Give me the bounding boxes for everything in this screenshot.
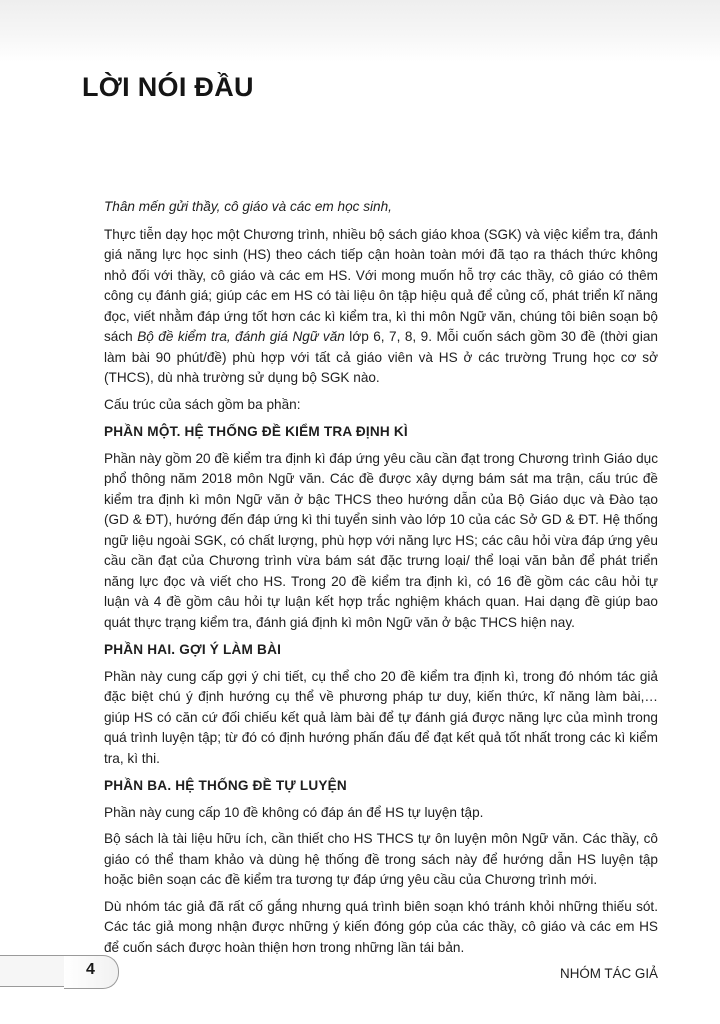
page-number-band — [0, 955, 64, 987]
page-header-band — [0, 0, 720, 62]
salutation: Thân mến gửi thầy, cô giáo và các em học sinh, — [104, 199, 392, 214]
section-text-part-three: Phần này cung cấp 10 đề không có đáp án để HS tự luyện tập. — [104, 804, 484, 820]
section-text-part-two: Phần này cung cấp gợi ý chi tiết, cụ thể cho 20 đề kiểm tra định kì, trong đó nhóm tác giả đặc biệt chú ý định hướng cụ thể về phương pháp tư duy, kiến thức, kĩ năng làm bài,… giúp HS có căn cứ đối chiếu kết quả làm bài để tự đánh giá được năng lực của mình trong quá trình luyện tập; từ đó có định hướng phấn đấu để đạt kết quả tốt nhất trong các kì kiểm tra, kì thi. — [104, 668, 658, 766]
intro-text-part2: lớp 6, 7, 8, 9. Mỗi cuốn sách gồm 30 đề (thời gian làm bài 90 phút/đề) phù hợp với tất cả giáo viên và HS ở các trường Trung học cơ sở (THCS), dù nhà trường sử dụng bộ SGK nào. — [104, 329, 658, 385]
book-series-title: Bộ đề kiểm tra, đánh giá Ngữ văn — [137, 329, 345, 344]
preface-body — [104, 197, 658, 991]
author-signature: NHÓM TÁC GIẢ — [560, 966, 658, 981]
section-heading-part-two: PHẦN HAI. GỢI Ý LÀM BÀI — [104, 642, 282, 657]
closing-paragraph-usage: Bộ sách là tài liệu hữu ích, cần thiết cho HS THCS tự ôn luyện môn Ngữ văn. Các thầy, cô giáo có thể tham khảo và dùng hệ thống đề trong sách này để hướng dẫn HS luyện tập hoặc biên soạn các đề kiểm tra tương tự đáp ứng yêu cầu của Chương trình mới. — [104, 831, 658, 887]
closing-paragraph-feedback: Dù nhóm tác giả đã rất cố gắng nhưng quá trình biên soạn khó tránh khỏi những thiếu sót. Các tác giả mong nhận được những ý kiến đóng góp của các thầy, cô giáo và các em HS để cuốn sách được hoàn thiện hơn trong những lần tái bản. — [104, 898, 658, 955]
intro-paragraph — [104, 225, 658, 389]
section-heading-part-one: PHẦN MỘT. HỆ THỐNG ĐỀ KIỂM TRA ĐỊNH KÌ — [104, 424, 408, 439]
section-heading-part-three: PHẦN BA. HỆ THỐNG ĐỀ TỰ LUYỆN — [104, 778, 347, 793]
page-title: LỜI NÓI ĐẦU — [82, 72, 254, 102]
page-number: 4 — [86, 961, 95, 978]
intro-text-part1: Thực tiễn dạy học một Chương trình, nhiều bộ sách giáo khoa (SGK) và việc kiểm tra, đánh giá năng lực học sinh (HS) theo cách tiếp cận hoàn toàn mới đã tạo ra thách thức không nhỏ đối với thầy, cô giáo và các em HS. Với mong muốn hỗ trợ các thầy, cô giáo có thêm công cụ đánh giá; giúp các em HS có tài liệu ôn tập hiệu quả để củng cố, phát triển kĩ năng đọc, viết nhằm đáp ứng tốt hơn các kì kiểm tra, kì thi môn Ngữ văn, chúng tôi biên soạn bộ sách — [104, 226, 658, 344]
section-text-part-one: Phần này gồm 20 đề kiểm tra định kì đáp ứng yêu cầu cần đạt trong Chương trình Giáo dục phổ thông năm 2018 môn Ngữ văn. Các đề được xây dựng bám sát ma trận, cấu trúc đề kiểm tra định kì môn Ngữ văn ở bậc THCS theo hướng dẫn của Bộ Giáo dục và Đào tạo (GD & ĐT), hướng đến đáp ứng kì thi tuyển sinh vào lớp 10 của các Sở GD & ĐT. Hệ thống ngữ liệu ngoài SGK, có chất lượng, phù hợp với năng lực HS; các câu hỏi vừa đáp ứng yêu cầu cần đạt của Chương trình vừa bám sát đặc trưng loại/ thể loại văn bản để phát triển năng lực đọc và viết cho HS. Trong 20 đề kiểm tra định kì, có 16 đề gồm các câu hỏi tự luận và 4 đề gồm câu hỏi tự luận kết hợp trắc nghiệm khách quan. Hai dạng đề giúp bao quát thực trạng kiểm tra, đánh giá định kì môn Ngữ văn ở bậc THCS hiện nay. — [104, 450, 658, 630]
structure-intro: Cấu trúc của sách gồm ba phần: — [104, 396, 301, 412]
